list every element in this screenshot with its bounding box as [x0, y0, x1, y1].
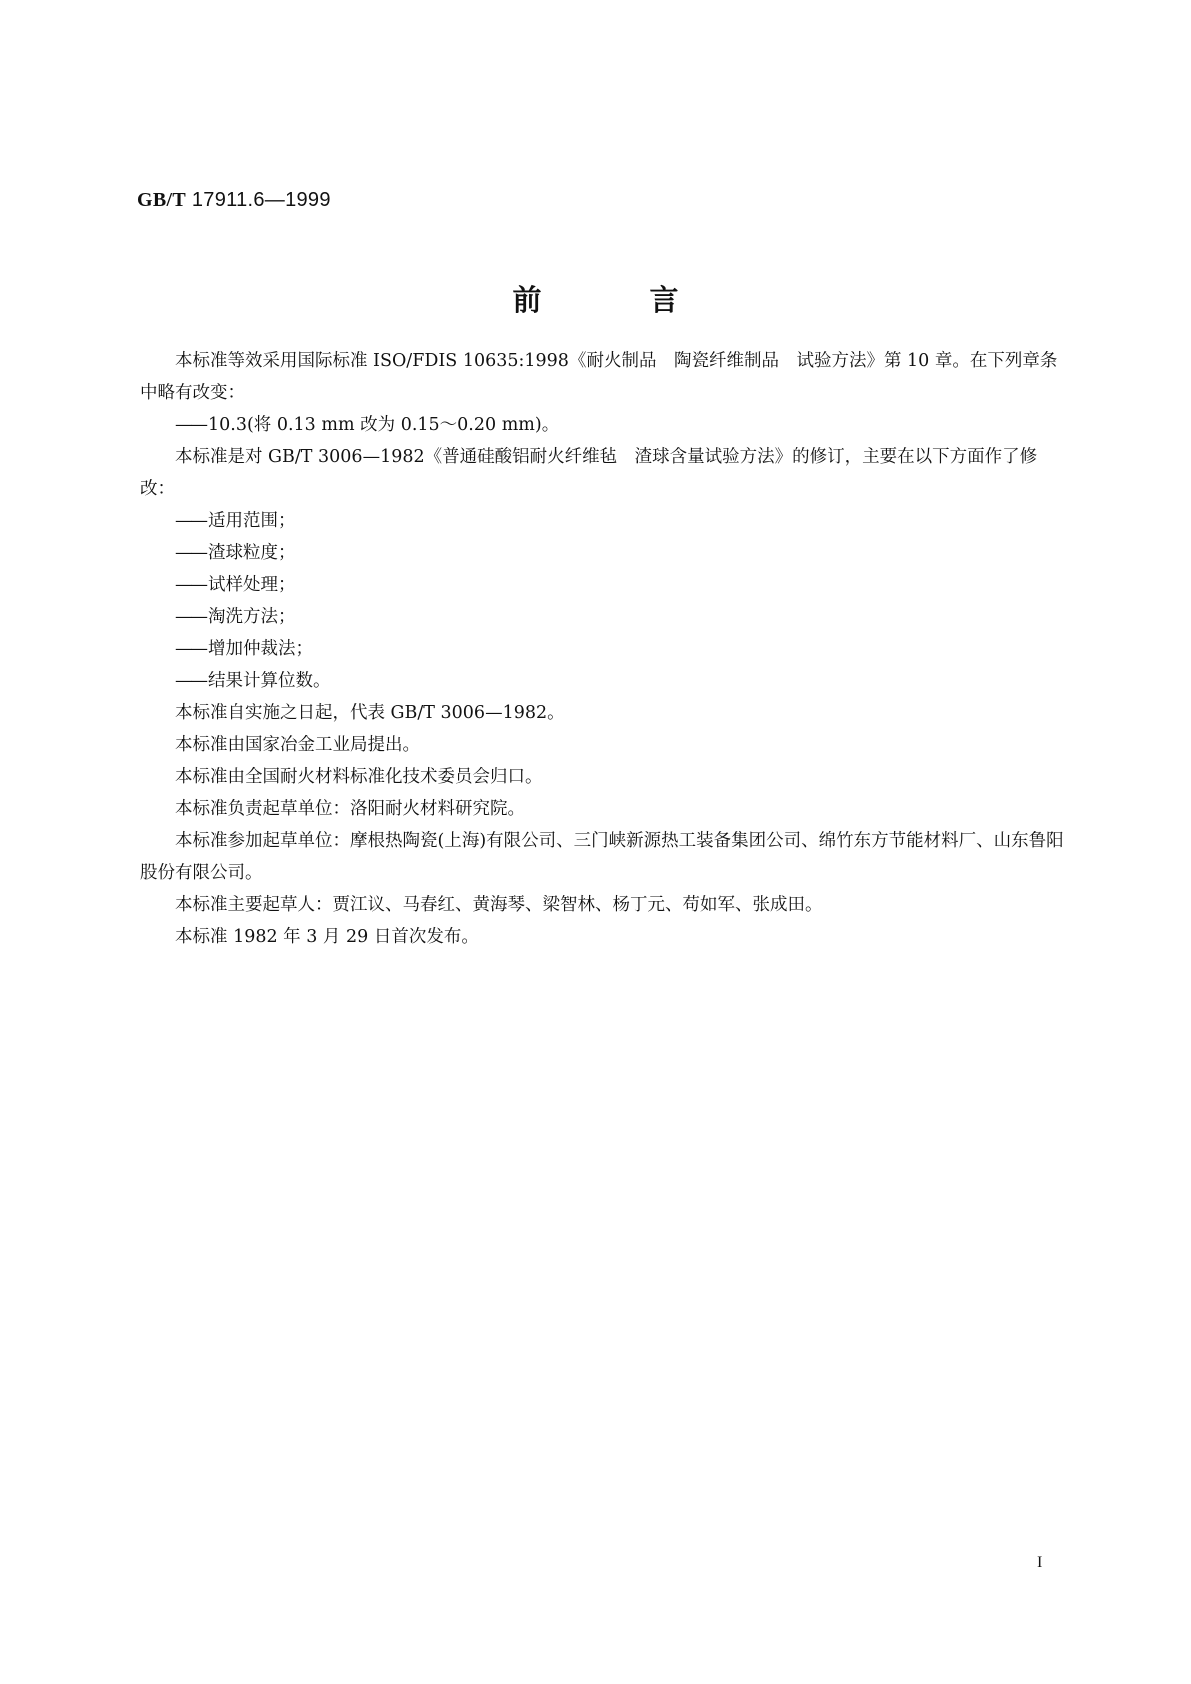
- list-item: —— 结果计算位数。: [175, 671, 331, 691]
- page-title: 前言: [512, 283, 787, 317]
- paragraph-drafting-unit: 本标准负责起草单位：洛阳耐火材料研究院。: [175, 799, 525, 819]
- paragraph-adoption: 本标准等效采用国际标准 ISO/FDIS 10635:1998《耐火制品 陶瓷纤维制品 试验方法》第 10 章。在下列章条中略有改变：: [140, 351, 1058, 403]
- list-item: —— 增加仲裁法；: [175, 639, 313, 659]
- paragraph-replaces: 本标准自实施之日起，代表 GB/T 3006—1982。: [175, 703, 565, 723]
- paragraph-revision: 本标准是对 GB/T 3006—1982《普通硅酸铝耐火纤维毡 渣球含量试验方法》的修订，主要在以下方面作了修改：: [140, 447, 1038, 499]
- foreword-body: [140, 345, 1068, 953]
- standard-number: 17911.6—1999: [191, 189, 331, 211]
- list-item: —— 渣球粒度；: [175, 543, 296, 563]
- paragraph-drafters: 本标准主要起草人：贾江议、马春红、黄海琴、梁智林、杨丁元、苟如军、张成田。: [175, 895, 823, 915]
- list-item: —— 试样处理；: [175, 575, 296, 595]
- paragraph-centralized-by: 本标准由全国耐火材料标准化技术委员会归口。: [175, 767, 543, 787]
- list-item: —— 适用范围；: [175, 511, 296, 531]
- standard-code: [137, 189, 331, 212]
- paragraph-proposed-by: 本标准由国家冶金工业局提出。: [175, 735, 420, 755]
- standard-prefix: GB/T: [137, 189, 186, 211]
- list-item: —— 淘洗方法；: [175, 607, 296, 627]
- paragraph-first-issued: 本标准 1982 年 3 月 29 日首次发布。: [175, 927, 479, 947]
- page-number: I: [1037, 1554, 1043, 1571]
- paragraph-participating-units: 本标准参加起草单位：摩根热陶瓷(上海)有限公司、三门峡新源热工装备集团公司、绵竹东方节能材料厂、山东鲁阳股份有限公司。: [140, 831, 1064, 883]
- list-item: —— 10.3(将 0.13 mm 改为 0.15～0.20 mm)。: [175, 415, 560, 435]
